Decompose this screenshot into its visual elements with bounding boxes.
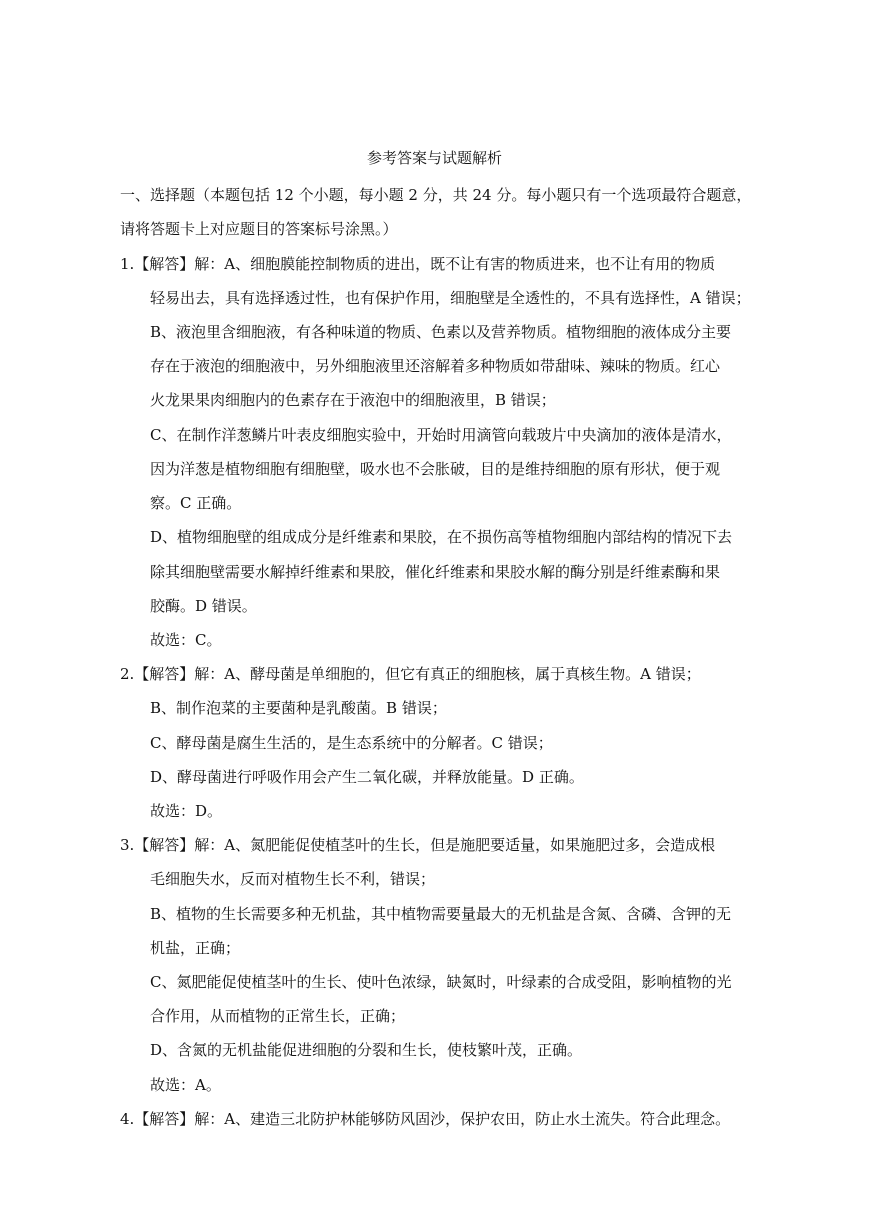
q1-line: B、液泡里含细胞液，有各种味道的物质、色素以及营养物质。植物细胞的液体成分主要 xyxy=(150,323,732,341)
q3-line: 毛细胞失水，反而对植物生长不利，错误； xyxy=(150,870,436,888)
q1-line: 胶酶。D 错误。 xyxy=(150,597,257,615)
q2-line: D、酵母菌进行呼吸作用会产生二氧化碳，并释放能量。D 正确。 xyxy=(150,768,584,786)
q1-line: D、植物细胞壁的组成成分是纤维素和果胶，在不损伤高等植物细胞内部结构的情况下去 xyxy=(150,528,733,546)
q1-line: 因为洋葱是植物细胞有细胞壁，吸水也不会胀破，目的是维持细胞的原有形状，便于观 xyxy=(150,460,721,478)
q2-answer: 故选：D。 xyxy=(150,802,223,820)
q3-line: D、含氮的无机盐能促进细胞的分裂和生长，使枝繁叶茂，正确。 xyxy=(150,1041,583,1059)
q3-line: 3.【解答】解：A、氮肥能促使植茎叶的生长，但是施肥要适量，如果施肥过多，会造成根 xyxy=(120,836,716,854)
q1-line: 1.【解答】解：A、细胞膜能控制物质的进出，既不让有害的物质进来，也不让有用的物质 xyxy=(120,255,716,273)
q1-line: 火龙果果肉细胞内的色素存在于液泡中的细胞液里，B 错误； xyxy=(150,391,556,409)
q3-line: B、植物的生长需要多种无机盐，其中植物需要量最大的无机盐是含氮、含磷、含钾的无 xyxy=(150,905,732,923)
page-title: 参考答案与试题解析 xyxy=(366,149,502,167)
q2-line: B、制作泡菜的主要菌种是乳酸菌。B 错误； xyxy=(150,699,447,717)
section-heading-line-1: 一、选择题（本题包括 12 个小题，每小题 2 分，共 24 分。每小题只有一个选项最符合题意， xyxy=(120,186,752,204)
q1-line: C、在制作洋葱鳞片叶表皮细胞实验中，开始时用滴管向载玻片中央滴加的液体是清水， xyxy=(150,426,732,444)
section-heading-line-2: 请将答题卡上对应题目的答案标号涂黑。） xyxy=(120,220,398,238)
q1-line: 轻易出去，具有选择透过性，也有保护作用，细胞壁是全透性的，不具有选择性，A 错误； xyxy=(150,289,751,307)
q1-line: 察。C 正确。 xyxy=(150,494,242,512)
q3-line: C、氮肥能促使植茎叶的生长、使叶色浓绿，缺氮时，叶绿素的合成受阻，影响植物的光 xyxy=(150,973,732,991)
q1-line: 存在于液泡的细胞液中，另外细胞液里还溶解着多种物质如带甜味、辣味的物质。红心 xyxy=(150,357,721,375)
q4-line: 4.【解答】解：A、建造三北防护林能够防风固沙，保护农田，防止水土流失。符合此理念。 xyxy=(120,1110,731,1128)
q3-answer: 故选：A。 xyxy=(150,1076,221,1094)
q3-line: 合作用，从而植物的正常生长，正确； xyxy=(150,1007,406,1025)
q2-line: 2.【解答】解：A、酵母菌是单细胞的，但它有真正的细胞核，属于真核生物。A 错误； xyxy=(120,665,701,683)
q1-line: 除其细胞壁需要水解掉纤维素和果胶，催化纤维素和果胶水解的酶分别是纤维素酶和果 xyxy=(150,563,721,581)
q3-line: 机盐，正确； xyxy=(150,939,241,957)
q1-answer: 故选：C。 xyxy=(150,631,222,649)
q2-line: C、酵母菌是腐生生活的，是生态系统中的分解者。C 错误； xyxy=(150,734,553,752)
